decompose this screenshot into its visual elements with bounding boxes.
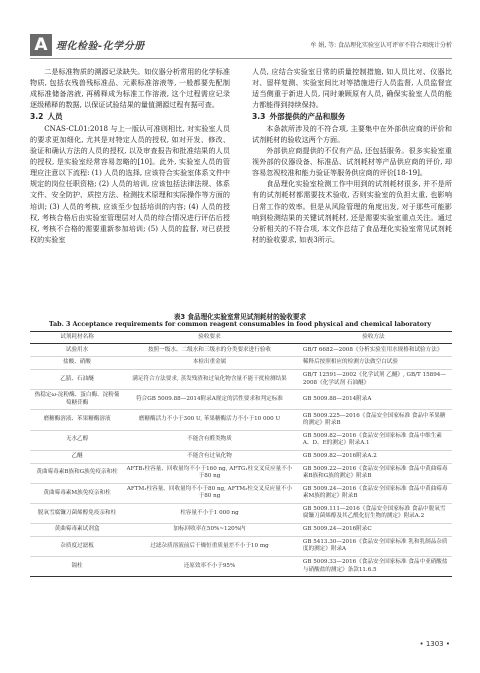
paragraph: 二是标准物质的溯源记录缺失。如仪器分析常用的化学标准物质, 包括农残兽残标准品、元素标准溶液等, 一般都要先配制成标准储备溶液, 再稀释成为标准工作溶液, 这个过程需应记录逐级稀释的数据, 以保证试验结果的量值溯源过程有据可查。 — [30, 67, 230, 110]
acceptance-table — [30, 331, 452, 577]
table-cell: 黄曲霉毒素试剂盒 — [30, 524, 124, 537]
table-row — [30, 450, 452, 463]
section-number: 3.3 — [252, 112, 266, 122]
table-row — [30, 430, 452, 450]
table-body — [30, 344, 452, 577]
table-row — [30, 503, 452, 523]
table-row — [30, 369, 452, 389]
table-cell: 试验用水 — [30, 344, 124, 357]
table-cell: GB/T 12591—2002《化学试剂 乙醚》, GB/T 15894—2008《化学试剂 石油醚》 — [295, 369, 452, 389]
table-cell: GB 5009.82—2016《食品安全国家标准 食品中维生素A、D、E的测定》附录A.1 — [295, 430, 452, 450]
table-cell: 黄曲霉毒素B族和G族免疫亲和柱 — [30, 463, 124, 483]
paragraph: CNAS-CL01:2018 与上一版认可准则相比, 对实验室人员的要求更加细化, 尤其是对特定人员的授权, 如对开发、修改、验证和确认方法的人员的授权, 以及审查报告和批准结果的人员的授权, 是实验室经常容易忽略的[10]。此外, 实验室人员的管理应注意以下流程: (1) 人员的选择, 应该符合实验室体系文件中规定的岗位任职资格; (2) 人员的培训, 应该包括法律法规、体系文件、安全防护、质控方法、检测技术原理和实际操作等方面的培训; (3) 人员的考核, 应该至少包括培训的内容; (4) 人员的授权, 考核合格后由实验室管理层对人员的综合情况进行评估后授权, 考核不合格的需要重新参加培训; (5) 人员的监督, 对已获授权的实验室 — [30, 124, 230, 244]
table-cell: GB 5413.30—2016《食品安全国家标准 乳和乳制品杂质度的测定》附录A — [295, 536, 452, 556]
table-cell: 镉柱 — [30, 557, 124, 577]
table-cell: 无水乙醇 — [30, 430, 124, 450]
table-cell: 脱氧雪腐镰刀菌烯醇免疫亲和柱 — [30, 503, 124, 523]
table-row — [30, 344, 452, 357]
table-cell: 乙腈、石油醚 — [30, 369, 124, 389]
table-cell: 磨糖酶溶液、苯果糖酶溶液 — [30, 410, 124, 430]
column-header: 验收方法 — [295, 332, 452, 344]
running-title: 牟 娟, 等: 食品理化实验室认可评审不符合项统计分析 — [310, 42, 452, 49]
table-cell: 还原效率不小于95% — [124, 557, 295, 577]
table-cell: GB 5009.225—2016《食品安全国家标准 食品中苯果糖的测定》附录B — [295, 410, 452, 430]
table-cell: 柱容量不小于1 000 ng — [124, 503, 295, 523]
table-row — [30, 390, 452, 410]
table-caption-en: Tab. 3 Acceptance requirements for common reagent consumables in food physical and chemical laboratory — [49, 321, 431, 328]
table-cell: 不能含有醛类物质 — [124, 430, 295, 450]
table-cell: GB 5009.24—2016附录C — [295, 524, 452, 537]
journal-logo: A — [30, 34, 52, 56]
table-cell: AFTB₁柱容量、回收量均不小于160 ng, AFTG₁柱交叉反应量不小于80 ng — [124, 463, 295, 483]
left-column — [30, 66, 230, 245]
section-heading-3-3 — [252, 111, 452, 122]
table-header-row — [30, 332, 452, 344]
table-row — [30, 524, 452, 537]
table-row — [30, 410, 452, 430]
table-cell: 盐酸、硝酸 — [30, 357, 124, 370]
table-cell: GB 5009.24—2016《食品安全国家标准 食品中黄曲霉毒素M族的测定》附录B — [295, 483, 452, 503]
table-cell: 满足符合方法要求, 蒸发残渣和过氧化物含量不能干扰检测结果 — [124, 369, 295, 389]
table-row — [30, 557, 452, 577]
right-column — [252, 66, 452, 245]
section-heading-3-2 — [30, 111, 230, 122]
header-rule — [30, 58, 452, 59]
table-cell: GB 5009.33—2016《食品安全国家标准 食品中亚硝酸盐与硝酸盐的测定》条款11.6.5 — [295, 557, 452, 577]
paragraph: 外部供应商提供的不仅有产品, 还包括服务。很多实验室重视外部的仪器设备、标准品、试剂耗材等产品供应商的评价, 却容易忽视校准和能力验证等服务供应商的评价[18-19]。 — [252, 146, 452, 178]
table-cell: 磨糖酶活力不小于300 U, 苯果糖酶活力不小于10 000 U — [124, 410, 295, 430]
paragraph: 食品理化实验室检测工作中用到的试剂耗材很多, 并不是所有的试剂耗材都需要技术验收, 否则实验室的负担太重, 也影响日常工作的效率。但是从风险管理的角度出发, 对于那些可能影响到检测结果的关键试剂耗材, 还是需要实验室重点关注。通过分析相关的不符合项, 本文作总结了食品理化实验室常见试剂耗材的验收要求, 如表3所示。 — [252, 179, 452, 244]
table-row — [30, 536, 452, 556]
table-row — [30, 483, 452, 503]
table-cell: 杂质度过滤板 — [30, 536, 124, 556]
table-row — [30, 463, 452, 483]
table-cell: 加标回收率在50%~120%内 — [124, 524, 295, 537]
section-number: 3.2 — [30, 112, 44, 122]
table-cell: 按照一级水、二级水和三级水的分类要求进行验收 — [124, 344, 295, 357]
section-title: 人员 — [47, 112, 63, 122]
table-cell: GB 5009.82—2016附录A.2 — [295, 450, 452, 463]
table-row — [30, 357, 452, 370]
table-cell: GB 5009.111—2016《食品安全国家标准 食品中脱氧雪腐镰刀菌烯醇及其乙酰化衍生物的测定》附录A.2 — [295, 503, 452, 523]
page-number: • 1303 • — [419, 640, 450, 648]
table-cell: 热稳定ω-淀粉酶、蛋白酶、淀粉葡萄糖苷酶 — [30, 390, 124, 410]
section-title: 外部提供的产品和服务 — [269, 112, 346, 122]
paragraph: 人员, 应结合实验室日常的质量控制措施, 如人员比对、仪器比对、留样复测、实验室间比对等措施进行人员监督, 人员监督宜适当侧重于新进人员, 同时兼顾原有人员, 确保实验室人员的能力都能得到持续保持。 — [252, 67, 452, 110]
paragraph: 本条款所涉及的不符合项, 主要集中在外部供应商的评价和试剂耗材的验收这两个方面。 — [252, 124, 452, 145]
table-cell: GB/T 6682—2008《分析实验室用水规格和试验方法》 — [295, 344, 452, 357]
table-cell: GB 5009.88—2014附录A — [295, 390, 452, 410]
column-header: 试剂耗材名称 — [30, 332, 124, 344]
table-cell: 不能含有过氧化物 — [124, 450, 295, 463]
journal-name: 理化检验-化学分册 — [56, 41, 145, 52]
page-header — [30, 34, 452, 58]
table-cell: 符合GB 5009.88—2014附录A规定的活性要求和判定标准 — [124, 390, 295, 410]
table-cell: AFTM₁柱容量、回收量均不小于80 ng, AFTM₂柱交叉反应量不小于80 ng — [124, 483, 295, 503]
table-cell: 本检出重金属 — [124, 357, 295, 370]
table-caption-zh: 表3 食品理化实验室常见试剂耗材的验收要求 — [173, 313, 307, 321]
table-cell: 稀释后按照相应的检测方法做空白试验 — [295, 357, 452, 370]
table-cell: 黄曲霉毒素M族免疫亲和柱 — [30, 483, 124, 503]
table-cell: GB 5009.22—2016《食品安全国家标准 食品中黄曲霉毒素B族和G族的测定》附录B — [295, 463, 452, 483]
table-cell: 乙醚 — [30, 450, 124, 463]
table-cell: 过滤杂质溶液前后干燥恒重质量差不小于10 mg — [124, 536, 295, 556]
column-header: 验收要求 — [124, 332, 295, 344]
table-3 — [30, 331, 452, 577]
